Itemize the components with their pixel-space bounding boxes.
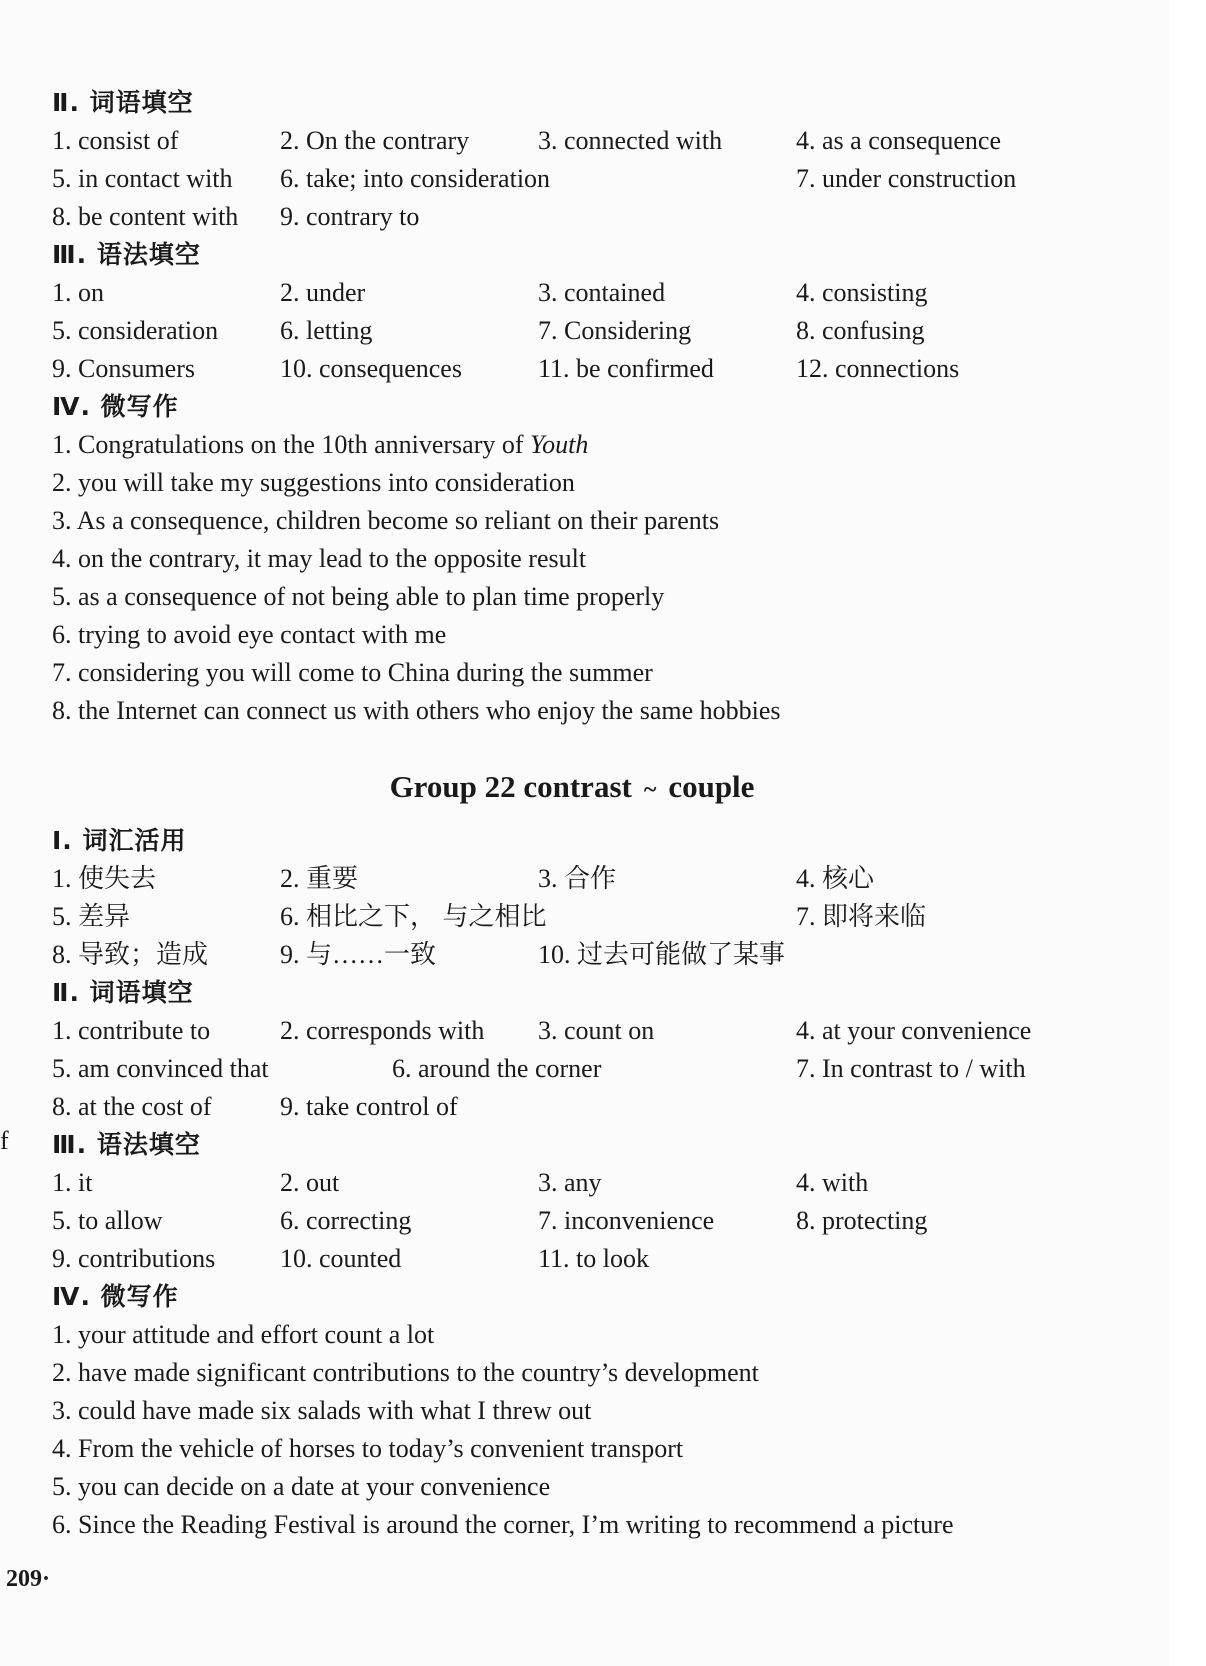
answer-item: 8. at the cost of bbox=[52, 1092, 212, 1121]
answer-content bbox=[52, 84, 1152, 1544]
writing-answer: 7. considering you will come to China during the summer bbox=[52, 658, 653, 687]
answer-item: 4. as a consequence bbox=[796, 126, 1002, 155]
answer-row bbox=[52, 1050, 1152, 1088]
answer-item: 5. in contact with bbox=[52, 164, 233, 193]
answer-item: 6. take; into consideration bbox=[280, 164, 551, 193]
writing-answer: 1. your attitude and effort count a lot bbox=[52, 1320, 435, 1349]
answer-item: 8. 导致；造成 bbox=[52, 940, 209, 969]
section-heading: Ⅲ. 语法填空 bbox=[52, 240, 201, 269]
section-heading: Ⅲ. 语法填空 bbox=[52, 1130, 201, 1159]
answer-row bbox=[52, 1202, 1152, 1240]
answer-item: 1. consist of bbox=[52, 126, 179, 155]
answer-item: 10. 过去可能做了某事 bbox=[538, 940, 786, 969]
writing-answer: 6. Since the Reading Festival is around the corner, I’m writing to recommend a picture bbox=[52, 1510, 954, 1539]
writing-answer bbox=[52, 426, 1152, 464]
answer-item: 2. corresponds with bbox=[280, 1016, 485, 1045]
answer-row bbox=[52, 1240, 1152, 1278]
answer-item: 8. confusing bbox=[796, 316, 925, 345]
answer-item: 10. consequences bbox=[280, 354, 462, 383]
answer-row bbox=[52, 122, 1152, 160]
tilde-glyph: ~ bbox=[643, 777, 657, 803]
answer-item: 3. connected with bbox=[538, 126, 723, 155]
answer-item: 5. am convinced that bbox=[52, 1054, 269, 1083]
answer-row bbox=[52, 1164, 1152, 1202]
writing-answer: 2. have made significant contributions to the country’s development bbox=[52, 1358, 759, 1387]
section-heading: Ⅱ. 词语填空 bbox=[52, 88, 194, 117]
answer-item: 1. it bbox=[52, 1168, 93, 1197]
answer-row bbox=[52, 936, 1152, 974]
answer-row bbox=[52, 1012, 1152, 1050]
answer-item: 1. contribute to bbox=[52, 1016, 211, 1045]
answer-item: 4. consisting bbox=[796, 278, 928, 307]
group-title-left: Group 22 contrast bbox=[389, 769, 632, 804]
section-heading: Ⅳ. 微写作 bbox=[52, 392, 179, 421]
answer-item: 7. In contrast to / with bbox=[796, 1054, 1026, 1083]
answer-item: 3. count on bbox=[538, 1016, 655, 1045]
answer-item: 1. on bbox=[52, 278, 104, 307]
answer-item: 5. consideration bbox=[52, 316, 219, 345]
answer-item: 11. to look bbox=[538, 1244, 649, 1273]
writing-answer: 5. you can decide on a date at your convenience bbox=[52, 1472, 551, 1501]
group-title bbox=[52, 752, 1092, 822]
answer-item: 8. be content with bbox=[52, 202, 239, 231]
answer-item: 6. 相比之下， 与之相比 bbox=[280, 902, 547, 931]
answer-item: 7. Considering bbox=[538, 316, 692, 345]
writing-answer: 3. could have made six salads with what I threw out bbox=[52, 1396, 592, 1425]
answer-item: 4. 核心 bbox=[796, 864, 875, 893]
italic-title: Youth bbox=[530, 430, 589, 459]
writing-answer: 3. As a consequence, children become so reliant on their parents bbox=[52, 506, 720, 535]
group-title-right: couple bbox=[668, 769, 755, 804]
answer-item: 11. be confirmed bbox=[538, 354, 714, 383]
writing-answer: 6. trying to avoid eye contact with me bbox=[52, 620, 447, 649]
answer-item: 3. contained bbox=[538, 278, 666, 307]
page-number: 209· bbox=[6, 1566, 51, 1592]
answer-item: 6. around the corner bbox=[392, 1054, 602, 1083]
answer-item: 1. 使失去 bbox=[52, 864, 157, 893]
answer-row bbox=[52, 160, 1152, 198]
answer-item: 9. Consumers bbox=[52, 354, 195, 383]
answer-row bbox=[52, 898, 1152, 936]
answer-item: 10. counted bbox=[280, 1244, 402, 1273]
answer-item: 9. contrary to bbox=[280, 202, 420, 231]
section-heading: Ⅰ. 词汇活用 bbox=[52, 826, 187, 855]
answer-item: 8. protecting bbox=[796, 1206, 928, 1235]
writing-text: 1. Congratulations on the 10th anniversary of bbox=[52, 430, 531, 459]
answer-item: 2. On the contrary bbox=[280, 126, 470, 155]
answer-row bbox=[52, 274, 1152, 312]
answer-item: 7. 即将来临 bbox=[796, 902, 927, 931]
answer-item: 3. 合作 bbox=[538, 864, 617, 893]
writing-answer: 4. From the vehicle of horses to today’s convenient transport bbox=[52, 1434, 684, 1463]
answer-item: 4. with bbox=[796, 1168, 869, 1197]
answer-item: 6. correcting bbox=[280, 1206, 412, 1235]
writing-answer: 5. as a consequence of not being able to plan time properly bbox=[52, 582, 665, 611]
writing-answer: 4. on the contrary, it may lead to the opposite result bbox=[52, 544, 587, 573]
answer-item: 5. to allow bbox=[52, 1206, 163, 1235]
answer-item: 9. 与……一致 bbox=[280, 940, 437, 969]
section-heading: Ⅳ. 微写作 bbox=[52, 1282, 179, 1311]
answer-item: 5. 差异 bbox=[52, 902, 131, 931]
answer-item: 3. any bbox=[538, 1168, 602, 1197]
answer-item: 7. inconvenience bbox=[538, 1206, 715, 1235]
answer-item: 6. letting bbox=[280, 316, 373, 345]
writing-answer: 8. the Internet can connect us with others who enjoy the same hobbies bbox=[52, 696, 781, 725]
answer-item: 2. 重要 bbox=[280, 864, 359, 893]
answer-item: 4. at your convenience bbox=[796, 1016, 1032, 1045]
answer-row bbox=[52, 860, 1152, 898]
edge-mark: f bbox=[0, 1126, 9, 1155]
answer-item: 7. under construction bbox=[796, 164, 1017, 193]
writing-answer: 2. you will take my suggestions into consideration bbox=[52, 468, 575, 497]
answer-item: 2. out bbox=[280, 1168, 340, 1197]
answer-item: 2. under bbox=[280, 278, 366, 307]
section-heading: Ⅱ. 词语填空 bbox=[52, 978, 194, 1007]
answer-item: 9. take control of bbox=[280, 1092, 458, 1121]
answer-row bbox=[52, 198, 1152, 236]
answer-row bbox=[52, 312, 1152, 350]
answer-row bbox=[52, 350, 1152, 388]
answer-item: 12. connections bbox=[796, 354, 960, 383]
answer-row bbox=[52, 1088, 1152, 1126]
answer-item: 9. contributions bbox=[52, 1244, 216, 1273]
